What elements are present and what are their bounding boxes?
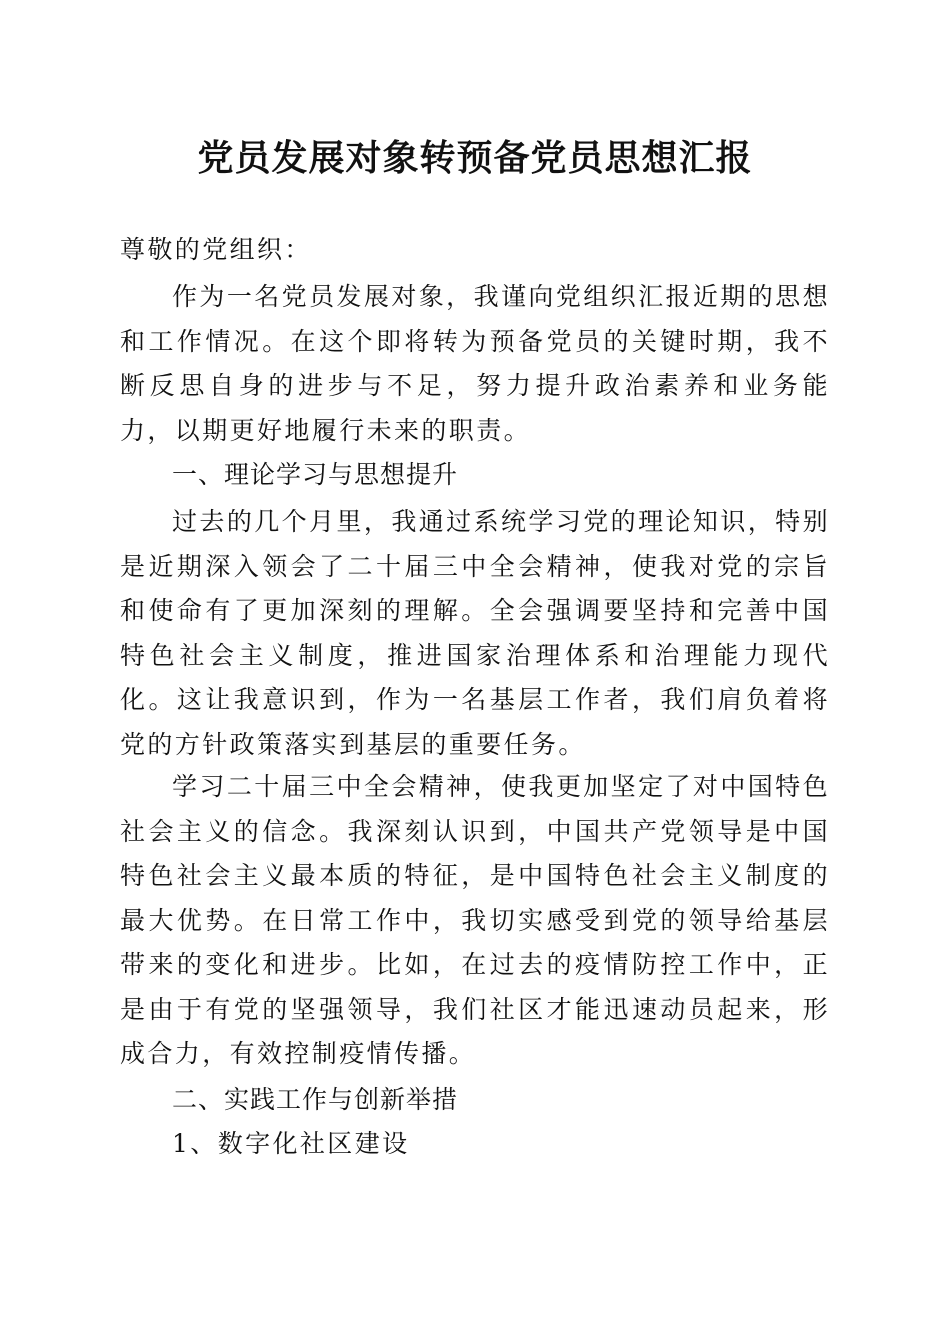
section-heading-1: 一、理论学习与思想提升 [172, 460, 459, 489]
intro-paragraph: 作为一名党员发展对象，我谨向党组织汇报近期的思想和工作情况。在这个即将转为预备党员的关键时期，我不断反思自身的进步与不足，努力提升政治素养和业务能力，以期更好地履行未来的职责。 [120, 282, 830, 445]
salutation: 尊敬的党组织： [120, 235, 312, 264]
section-heading-2: 二、实践工作与创新举措 [172, 1085, 459, 1114]
section1-paragraph-1: 过去的几个月里，我通过系统学习党的理论知识，特别是近期深入领会了二十届三中全会精神，使我对党的宗旨和使命有了更加深刻的理解。全会强调要坚持和完善中国特色社会主义制度，推进国家治理体系和治理能力现代化。这让我意识到，作为一名基层工作者，我们肩负着将党的方针政策落实到基层的重要任务。 [120, 507, 830, 759]
list-item-1: 1、数字化社区建设 [172, 1129, 410, 1158]
document-title: 党员发展对象转预备党员思想汇报 [197, 137, 753, 179]
section1-paragraph-2: 学习二十届三中全会精神，使我更加坚定了对中国特色社会主义的信念。我深刻认识到，中国共产党领导是中国特色社会主义最本质的特征，是中国特色社会主义制度的最大优势。在日常工作中，我切实感受到党的领导给基层带来的变化和进步。比如，在过去的疫情防控工作中，正是由于有党的坚强领导，我们社区才能迅速动员起来，形成合力，有效控制疫情传播。 [120, 772, 830, 1068]
